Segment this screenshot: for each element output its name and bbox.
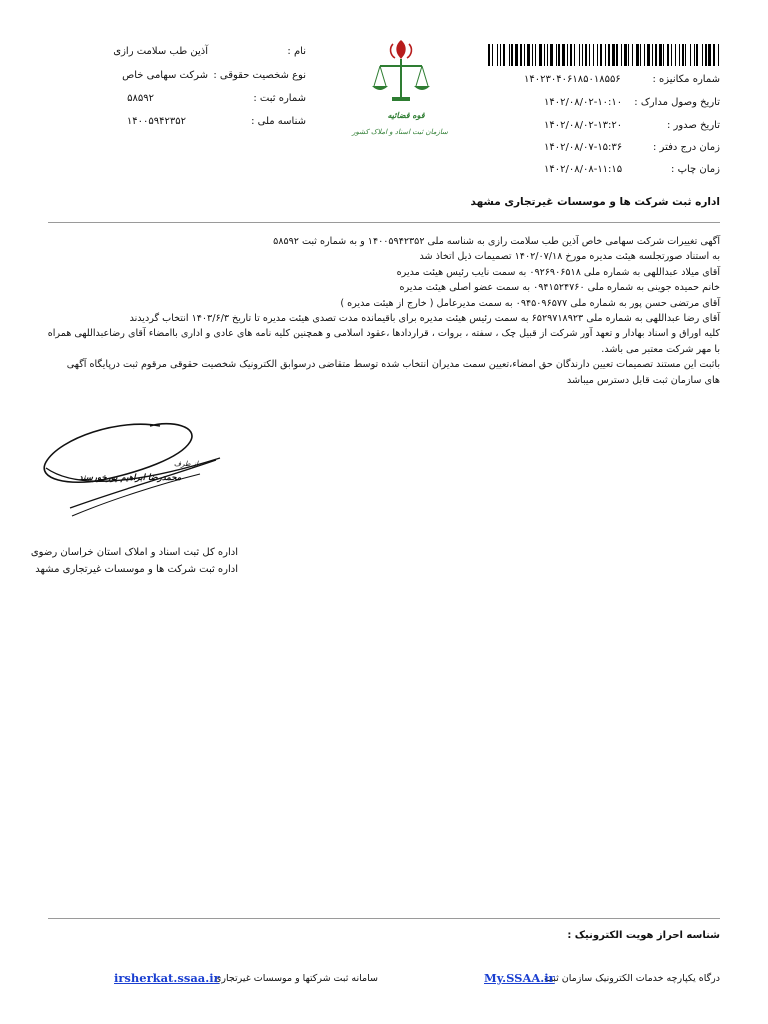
print-time-value: ۱۴۰۲/۰۸/۰۸-۱۱:۱۵ <box>544 164 623 175</box>
barcode-bar <box>608 44 610 66</box>
company-name-label: نام : <box>287 46 306 57</box>
barcode-bar <box>616 44 618 66</box>
portal-link[interactable]: My.SSAA.ir <box>484 971 555 985</box>
barcode-bar <box>570 44 572 66</box>
issue-date-label: تاریخ صدور : <box>666 120 720 131</box>
barcode-bar <box>539 44 542 66</box>
signer-name: محمدرضا ابراهیم پورخورسند <box>78 473 182 483</box>
barcode-bar <box>497 44 498 66</box>
barcode-bar <box>520 44 522 66</box>
barcode-bar <box>503 44 505 66</box>
barcode-bar <box>663 44 664 66</box>
barcode-bar <box>628 44 629 66</box>
barcode-bar <box>705 44 707 66</box>
system-link[interactable]: irsherkat.ssaa.ir <box>114 971 220 985</box>
barcode-bar <box>524 44 525 66</box>
barcode-bar <box>612 44 615 66</box>
barcode-bar <box>621 44 622 66</box>
barcode-bar <box>589 44 590 66</box>
signature-strokes <box>44 424 220 516</box>
print-time-label: زمان چاپ : <box>671 164 720 175</box>
barcode-bar <box>585 44 587 66</box>
barcode-bar <box>535 44 536 66</box>
mechanized-number-value: ۱۴۰۲۳۰۴۰۶۱۸۵۰۱۸۵۵۶ <box>524 74 621 85</box>
barcode-bar <box>547 44 548 66</box>
barcode-bar <box>632 44 633 66</box>
announcement-body <box>30 234 720 388</box>
barcode-bar <box>544 44 545 66</box>
body-line: به استناد صورتجلسه هیئت مدیره مورخ ۱۴۰۲/۰۷/۱۸ تصمیمات ذیل اتخاذ شد <box>419 251 720 263</box>
signature-office <box>30 544 238 578</box>
entity-type-label: نوع شخصیت حقوقی : <box>213 70 306 81</box>
barcode-bar <box>682 44 684 66</box>
barcode-bar <box>511 44 513 66</box>
signature-office-line: اداره کل ثبت اسناد و املاک استان خراسان رضوی <box>30 547 238 558</box>
registry-entry-time-value: ۱۴۰۲/۰۸/۰۷-۱۵:۳۶ <box>544 142 623 153</box>
issue-date-value: ۱۴۰۲/۰۸/۰۲-۱۳:۲۰ <box>544 120 623 131</box>
barcode-bar <box>532 44 533 66</box>
entity-type-value: شرکت سهامی خاص <box>122 70 208 81</box>
judiciary-emblem <box>346 34 456 146</box>
barcode-bar <box>488 44 490 66</box>
barcode-bar <box>640 44 641 66</box>
system-text: سامانه ثبت شرکتها و موسسات غیرتجاری <box>213 973 378 984</box>
barcode-bar <box>647 44 650 66</box>
barcode-bar <box>694 44 695 66</box>
barcode-bar <box>667 44 669 66</box>
barcode-bar <box>558 44 560 66</box>
body-line: های سازمان ثبت قابل دسترس میباشد <box>566 374 720 386</box>
barcode-bar <box>624 44 627 66</box>
emblem-mark <box>372 40 430 101</box>
registry-entry-time-label: زمان درج دفتر : <box>653 142 720 153</box>
body-line: آقای رضا عبداللهی به شماره ملی ۶۵۲۹۷۱۸۹۲۳ به سمت رئیس هیئت مدیره برای باقیمانده مدت تصدی هیئت مدیره تا تاریخ ۱۴۰۳/۶/۳ انتخاب گردیدند <box>129 313 720 325</box>
mechanized-number-label: شماره مکانیزه : <box>652 74 720 85</box>
barcode-bar <box>675 44 676 66</box>
body-line: کلیه اوراق و اسناد بهادار و تعهد آور شرکت از قبیل چک ، سفته ، بروات ، قراردادها ،عقود اسلامی و همچنین کلیه نامه های عادی و اداری باامضاء آقای رضاعبداللهی همراه <box>47 328 720 340</box>
barcode-bar <box>671 44 672 66</box>
barcode-bar <box>574 44 575 66</box>
national-id-label: شناسه ملی : <box>251 116 306 127</box>
barcode-bar <box>655 44 657 66</box>
barcode-bar <box>718 44 719 66</box>
barcode-bar <box>567 44 568 66</box>
barcode-image <box>488 44 720 66</box>
barcode-bar <box>685 44 686 66</box>
electronic-id-label: شناسه احراز هویت الکترونیک : <box>567 930 720 941</box>
footer-divider <box>48 918 720 919</box>
barcode-bar <box>696 44 698 66</box>
office-title: اداره ثبت شرکت ها و موسسات غیرتجاری مشهد <box>470 196 720 208</box>
barcode-bar <box>679 44 680 66</box>
barcode-bar <box>550 44 553 66</box>
barcode-bar <box>593 44 594 66</box>
barcode-bar <box>708 44 711 66</box>
national-id-value: ۱۴۰۰۵۹۴۲۳۵۲ <box>126 116 186 127</box>
barcode-bar <box>636 44 639 66</box>
barcode-bar <box>582 44 583 66</box>
barcode-bar <box>500 44 501 66</box>
emblem-org-top: قوه قضائیه <box>387 111 425 120</box>
barcode-bar <box>515 44 518 66</box>
barcode-bar <box>652 44 653 66</box>
barcode-bar <box>556 44 557 66</box>
body-line: با مهر شرکت معتبر می باشد. <box>601 343 720 355</box>
barcode-bar <box>579 44 580 66</box>
header-divider <box>48 222 720 223</box>
barcode-bar <box>600 44 602 66</box>
barcode-bar <box>597 44 598 66</box>
registration-number-label: شماره ثبت : <box>253 93 306 104</box>
emblem-org-bottom: سازمان ثبت اسناد و املاک کشور <box>352 128 448 136</box>
signature-prefix: از طرف <box>173 460 199 468</box>
company-name-value: آذین طب سلامت رازی <box>113 46 208 57</box>
barcode-bar <box>713 44 715 66</box>
barcode-bar <box>509 44 510 66</box>
signature-office-line: اداره ثبت شرکت ها و موسسات غیرتجاری مشهد <box>35 564 238 575</box>
handwritten-signature <box>40 418 230 522</box>
barcode-bar <box>690 44 691 66</box>
barcode-bar <box>492 44 493 66</box>
barcode-bar <box>605 44 606 66</box>
barcode-bar <box>702 44 703 66</box>
barcode-bar <box>659 44 662 66</box>
doc-receipt-date-label: تاریخ وصول مدارک : <box>634 97 720 108</box>
barcode-bar <box>562 44 565 66</box>
registration-number-value: ۵۸۵۹۲ <box>127 93 154 104</box>
barcode-bar <box>527 44 530 66</box>
portal-text: درگاه یکپارچه خدمات الکترونیک سازمان ثبت <box>543 973 720 984</box>
body-line: آگهی تغییرات شرکت سهامی خاص آذین طب سلامت رازی به شناسه ملی ۱۴۰۰۵۹۴۲۳۵۲ و به شماره ثبت ۵۸۵۹۲ <box>273 236 720 247</box>
doc-receipt-date-value: ۱۴۰۲/۰۸/۰۲-۱۰:۱۰ <box>544 97 623 108</box>
barcode-bar <box>644 44 645 66</box>
body-line: خانم حمیده جوینی به شماره ملی ۰۹۴۱۵۲۴۷۶۰ به سمت عضو اصلی هیئت مدیره <box>399 282 720 294</box>
body-line: آقای مرتضی حسن پور به شماره ملی ۰۹۴۵۰۹۶۵۷۷ به سمت مدیرعامل ( خارج از هیئت مدیره ) <box>340 297 720 309</box>
body-line: آقای میلاد عبداللهی به شماره ملی ۰۹۲۶۹۰۶۵۱۸ به سمت نایب رئیس هیئت مدیره <box>396 266 720 278</box>
body-line: باثبت این مستند تصمیمات تعیین دارندگان حق امضاء،تعیین سمت مدیران انتخاب شده توسط متقاضی درسوابق الکترونیک شخصیت حقوقی مرقوم ثبت درپایگاه آگهی <box>66 359 720 371</box>
